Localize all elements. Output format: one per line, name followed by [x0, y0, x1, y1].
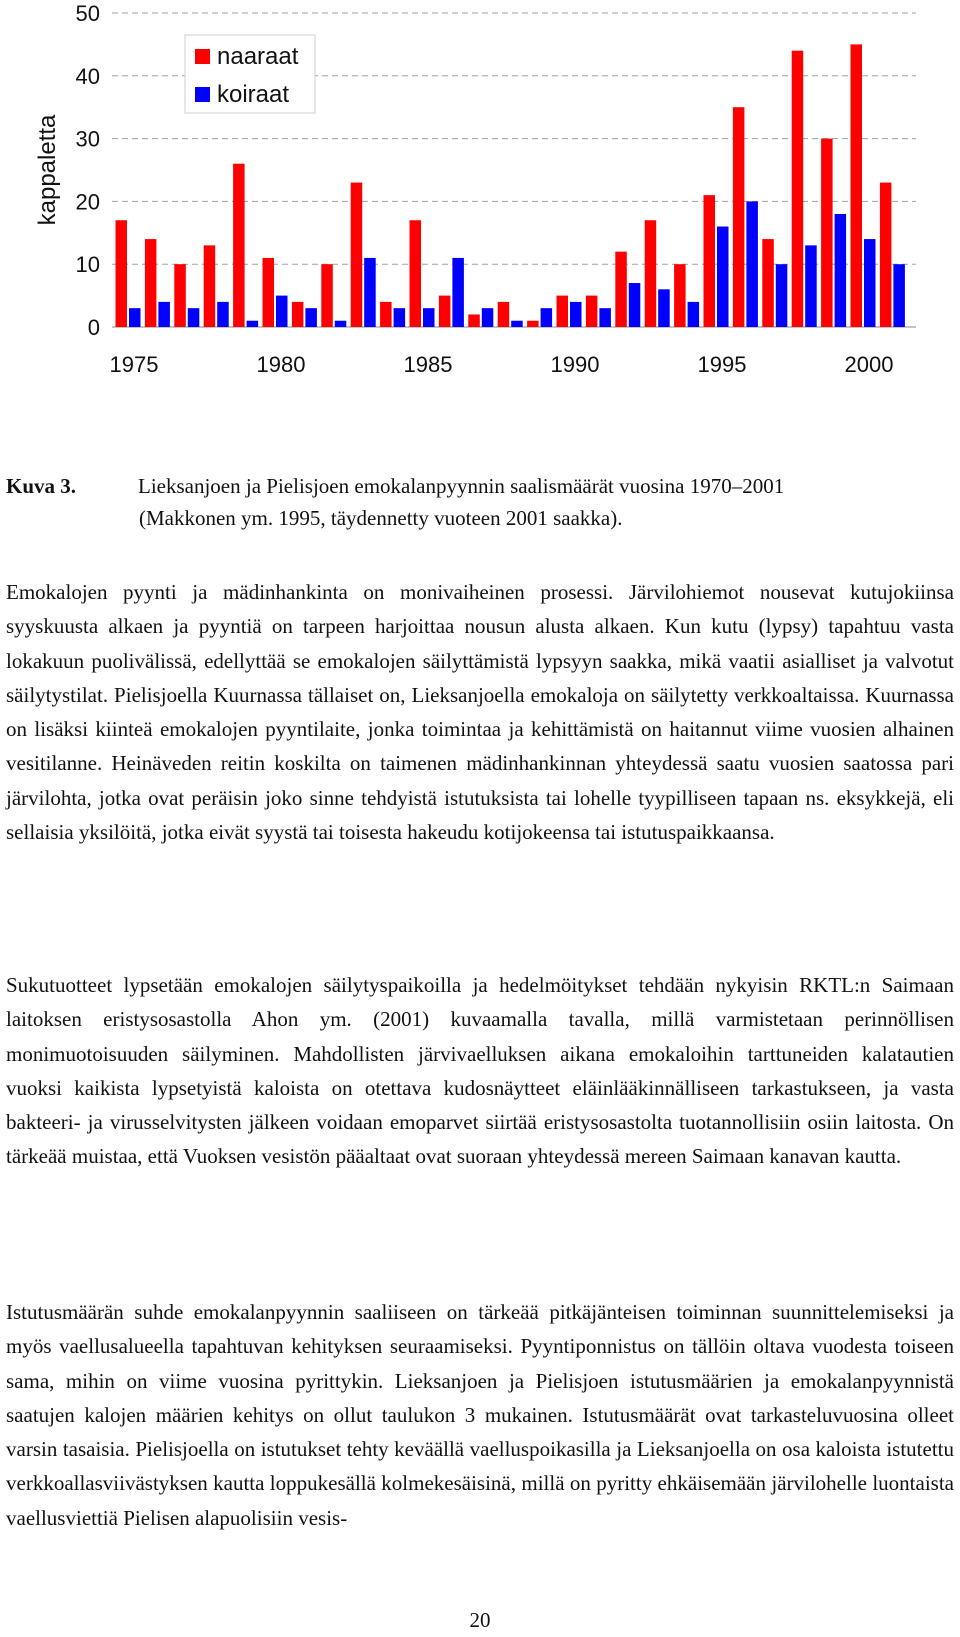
bar-koiraat-1987 — [482, 308, 494, 327]
bar-naaraat-1999 — [821, 139, 833, 327]
bar-chart — [0, 0, 960, 400]
bar-koiraat-2001 — [893, 264, 905, 327]
bar-naaraat-2000 — [851, 44, 863, 327]
bar-naaraat-1987 — [468, 314, 480, 327]
bar-koiraat-1980 — [276, 296, 288, 327]
figure-caption — [6, 470, 954, 534]
bar-koiraat-1986 — [452, 258, 464, 327]
bar-naaraat-1996 — [733, 107, 745, 327]
bar-koiraat-1992 — [629, 283, 641, 327]
bar-koiraat-1993 — [658, 289, 670, 327]
bar-koiraat-1998 — [805, 245, 817, 327]
bar-koiraat-1984 — [394, 308, 406, 327]
bar-naaraat-1983 — [351, 183, 363, 327]
bar-naaraat-1985 — [410, 220, 422, 327]
x-axis-ticks — [110, 352, 894, 377]
bar-naaraat-1990 — [557, 296, 569, 327]
paragraph-3: Istutusmäärän suhde emokalanpyynnin saaliiseen on tärkeää pitkäjänteisen toiminnan suunnittelemiseksi ja myös vaellusalueella tapahtuvan kehityksen seuraamiseksi. Pyyntiponnistus on tällöin oltava vuodesta toiseen sama, mihin on viime vuosina pyrittykin. Lieksanjoen ja Pielisjoen istutusmäärien ja emokalanpyynnistä saatujen kalojen määrien kehitys on ollut taulukon 3 mukainen. Istutusmäärät ovat tarkasteluvuosina olleet varsin tasaisia. Pielisjoella on istutukset tehty keväällä vaelluspoikasilla ja Lieksanjoella on osa kaloista istutettu verkkoallasviivästyksen kautta loppukesällä kolmekesäisinä, millä on pyritty ehkäisemään järvilohelle luontaista vaellusviettiä Pielisen alapuolisiin vesis- — [6, 1300, 954, 1530]
bar-koiraat-1982 — [335, 321, 347, 327]
bar-koiraat-1990 — [570, 302, 582, 327]
bar-koiraat-1999 — [835, 214, 847, 327]
bar-koiraat-1976 — [158, 302, 170, 327]
legend-label-naaraat: naaraat — [217, 43, 299, 70]
bar-naaraat-1989 — [527, 321, 539, 327]
bar-naaraat-1994 — [674, 264, 686, 327]
x-tick-label: 1985 — [403, 352, 453, 377]
bar-koiraat-1979 — [247, 321, 259, 327]
bar-naaraat-1980 — [263, 258, 275, 327]
y-tick-label: 10 — [75, 252, 100, 278]
caption-label: Kuva 3. — [6, 474, 77, 498]
bar-naaraat-1997 — [762, 239, 774, 327]
bar-naaraat-1991 — [586, 296, 598, 327]
bar-naaraat-1981 — [292, 302, 304, 327]
x-tick-label: 2000 — [844, 352, 894, 377]
legend — [185, 35, 315, 113]
y-axis-label: kappaletta — [34, 114, 61, 226]
bar-naaraat-1975 — [116, 220, 128, 327]
bar-naaraat-1998 — [792, 51, 804, 327]
bar-naaraat-2001 — [880, 183, 892, 327]
x-tick-label: 1975 — [109, 352, 159, 377]
bar-naaraat-1988 — [498, 302, 510, 327]
bar-koiraat-1981 — [305, 308, 317, 327]
bar-koiraat-1978 — [217, 302, 229, 327]
bar-naaraat-1995 — [704, 195, 716, 327]
bar-naaraat-1986 — [439, 296, 451, 327]
x-tick-label: 1995 — [697, 352, 747, 377]
y-axis-ticks — [76, 1, 100, 340]
bar-koiraat-2000 — [864, 239, 876, 327]
bar-koiraat-1995 — [717, 227, 729, 327]
bar-koiraat-1997 — [776, 264, 788, 327]
bar-koiraat-1994 — [688, 302, 700, 327]
legend-label-koiraat: koiraat — [217, 81, 290, 108]
bar-koiraat-1985 — [423, 308, 435, 327]
bar-naaraat-1993 — [645, 220, 657, 327]
bar-naaraat-1976 — [145, 239, 157, 327]
y-tick-label: 30 — [75, 126, 100, 152]
bar-naaraat-1977 — [174, 264, 186, 327]
bar-naaraat-1978 — [204, 245, 216, 327]
y-tick-label: 0 — [87, 315, 100, 340]
page-number: 20 — [469, 1608, 491, 1632]
legend-swatch-naaraat — [195, 49, 210, 64]
x-tick-label: 1980 — [256, 352, 306, 377]
y-tick-label: 20 — [75, 189, 100, 215]
bar-koiraat-1996 — [746, 201, 758, 327]
bar-naaraat-1984 — [380, 302, 392, 327]
bar-naaraat-1992 — [615, 252, 627, 327]
bar-koiraat-1983 — [364, 258, 376, 327]
y-tick-label: 50 — [75, 1, 100, 26]
bar-naaraat-1982 — [321, 264, 333, 327]
caption-line-2: (Makkonen ym. 1995, täydennetty vuoteen 2001 saakka). — [139, 506, 623, 530]
paragraph-1: Emokalojen pyynti ja mädinhankinta on monivaiheinen prosessi. Järvilohiemot nousevat kutujokiinsa syyskuusta alkaen ja pyyntiä on tarpeen harjoittaa nousun alusta alkaen. Kun kutu (lypsy) tapahtuu vasta lokakuun puolivälissä, edellyttää se emokalojen säilyttämistä lypsyyn saakka, mikä vaatii asialliset ja valvotut säilytystilat. Pielisjoella Kuurnassa tällaiset on, Lieksanjoella emokaloja on säilytetty verkkoaltaissa. Kuurnassa on lisäksi kiinteä emokalojen pyyntilaite, jonka toimintaa ja kehittämistä on haitannut viime vuosien alhainen vesitilanne. Heinäveden reitin koskilta on taimenen mädinhankinnan yhteydessä saatu vuosien saatossa pari järvilohta, jotka ovat peräisin joko sinne tehdyistä istutuksista tai lohelle tyypilliseen tapaan ns. eksykkejä, eli sellaisia yksilöitä, jotka eivät syystä tai toisesta hakeudu kotijokeensa tai istutuspaikkaansa. — [6, 580, 954, 845]
caption-line-1: Lieksanjoen ja Pielisjoen emokalanpyynnin saalismäärät vuosina 1970–2001 — [138, 474, 785, 498]
bar-naaraat-1979 — [233, 164, 245, 327]
x-tick-label: 1990 — [550, 352, 600, 377]
bar-koiraat-1977 — [188, 308, 200, 327]
legend-swatch-koiraat — [195, 87, 210, 102]
bar-koiraat-1975 — [129, 308, 141, 327]
bar-koiraat-1991 — [599, 308, 611, 327]
paragraph-2: Sukutuotteet lypsetään emokalojen säilytyspaikoilla ja hedelmöitykset tehdään nykyisin RKTL:n Saimaan laitoksen eristysosastolla Ahon ym. (2001) kuvaamalla tavalla, millä varmistetaan perinnöllisen monimuotoisuuden säilyminen. Mahdollisten järvivaelluksen aikana emokaloihin tarttuneiden kalatautien vuoksi kaikista lypsetyistä kaloista on otettava kudosnäytteet eläinlääkinnälliseen tarkastukseen, ja vasta bakteeri- ja virusselvitysten jälkeen voidaan emoparvet siirtää eristysosastolta tuotannollisiin osiin laitosta. On tärkeää muistaa, että Vuoksen vesistön pääaltaat ovat suoraan yhteydessä mereen Saimaan kanavan kautta. — [6, 973, 954, 1169]
bar-koiraat-1988 — [511, 321, 523, 327]
y-tick-label: 40 — [75, 63, 100, 89]
bar-koiraat-1989 — [541, 308, 553, 327]
